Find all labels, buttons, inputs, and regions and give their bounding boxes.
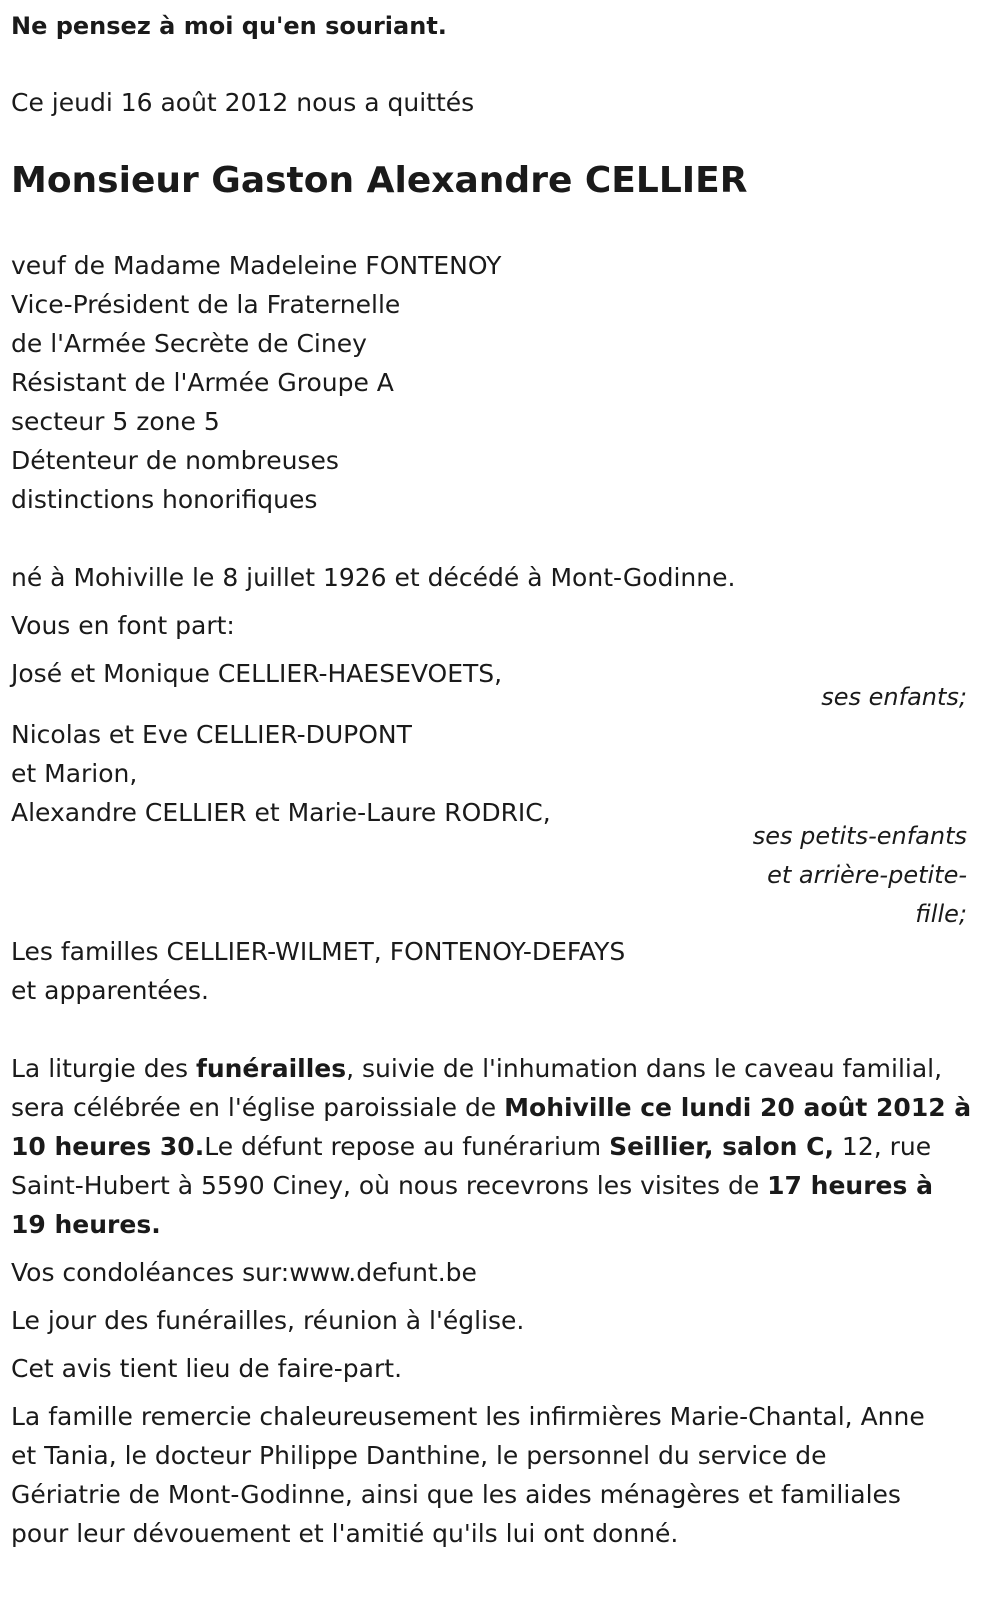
bio-line: veuf de Madame Madeleine FONTENOY — [11, 251, 502, 280]
bio-line: distinctions honorifiques — [11, 485, 318, 514]
families-line: Les familles CELLIER-WILMET, FONTENOY-DEFAYS — [11, 937, 626, 966]
funeral-line: 10 heures 30.Le défunt repose au funérarium Seillier, salon C, 12, rue — [11, 1132, 932, 1161]
bio-line: secteur 5 zone 5 — [11, 407, 220, 436]
bio-line: Vice-Président de la Fraternelle — [11, 290, 401, 319]
condolences-line: Vos condoléances sur:www.defunt.be — [11, 1258, 477, 1287]
thanks-line: et Tania, le docteur Philippe Danthine, le personnel du service de — [11, 1441, 827, 1470]
deceased-name: Monsieur Gaston Alexandre CELLIER — [11, 160, 748, 201]
grandchildren-role: ses petits-enfants — [752, 822, 967, 850]
bio-line: Résistant de l'Armée Groupe A — [11, 368, 394, 397]
epigraph: Ne pensez à moi qu'en souriant. — [11, 12, 447, 40]
grandchildren-role: et arrière-petite- — [767, 861, 967, 889]
grandchildren-line: et Marion, — [11, 759, 138, 788]
families-line: et apparentées. — [11, 976, 209, 1005]
grandchildren-line: Nicolas et Eve CELLIER-DUPONT — [11, 720, 412, 749]
children-role: ses enfants; — [821, 683, 967, 711]
grandchildren-line: Alexandre CELLIER et Marie-Laure RODRIC, — [11, 798, 551, 827]
funeral-line: 19 heures. — [11, 1210, 161, 1239]
children-names: José et Monique CELLIER-HAESEVOETS, — [11, 659, 503, 688]
funeral-line: La liturgie des funérailles, suivie de l'inhumation dans le caveau familial, — [11, 1054, 943, 1083]
funeral-line: sera célébrée en l'église paroissiale de Mohiville ce lundi 20 août 2012 à — [11, 1093, 972, 1122]
notice-line: Cet avis tient lieu de faire-part. — [11, 1354, 403, 1383]
bio-line: Détenteur de nombreuses — [11, 446, 339, 475]
meeting-line: Le jour des funérailles, réunion à l'église. — [11, 1306, 525, 1335]
birth-death: né à Mohiville le 8 juillet 1926 et décédé à Mont-Godinne. — [11, 563, 736, 592]
grandchildren-role: fille; — [915, 900, 967, 928]
thanks-line: La famille remercie chaleureusement les infirmières Marie-Chantal, Anne — [11, 1402, 925, 1431]
funeral-line: Saint-Hubert à 5590 Ciney, où nous recevrons les visites de 17 heures à — [11, 1171, 933, 1200]
thanks-line: pour leur dévouement et l'amitié qu'ils lui ont donné. — [11, 1519, 679, 1548]
intro-line: Ce jeudi 16 août 2012 nous a quittés — [11, 88, 475, 117]
thanks-line: Gériatrie de Mont-Godinne, ainsi que les aides ménagères et familiales — [11, 1480, 901, 1509]
announce-line: Vous en font part: — [11, 611, 235, 640]
bio-line: de l'Armée Secrète de Ciney — [11, 329, 367, 358]
